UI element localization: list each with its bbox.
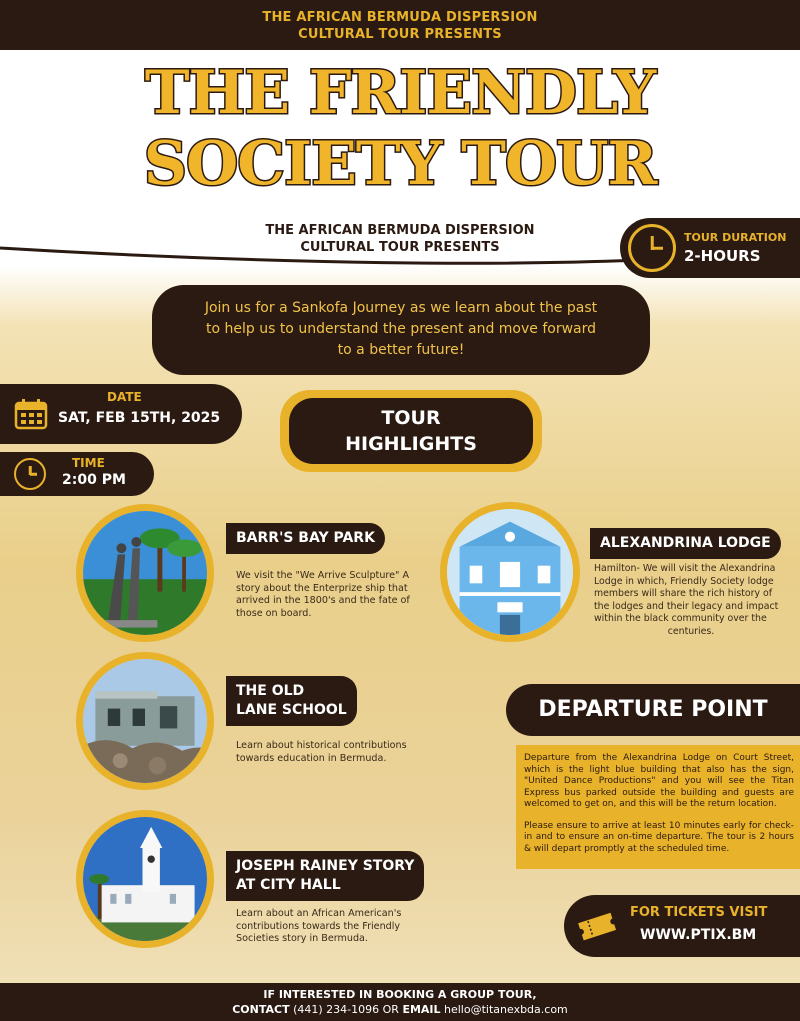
calendar-icon [14, 398, 48, 430]
rainey-title-line-2: AT CITY HALL [236, 877, 341, 893]
lane-school-photo [76, 652, 214, 790]
header-banner [0, 0, 800, 50]
rainey-title [226, 851, 424, 901]
time-value: 2:00 PM [62, 472, 126, 488]
duration-label: TOUR DURATION [684, 231, 787, 244]
tickets-badge[interactable] [564, 895, 800, 957]
tickets-label: FOR TICKETS VISIT [630, 905, 768, 920]
alexandrina-lodge-description: Hamilton- We will visit the Alexandrina Lodge in which, Friendly Society lodge members will share the rich history of the lodges and their legacy and impact within the black community over the centuries. [594, 563, 779, 637]
highlights-line-1: TOUR [381, 407, 441, 429]
ticket-icon [574, 907, 624, 945]
contact-phone[interactable]: (441) 234-1096 [293, 1003, 380, 1016]
email-label: EMAIL [402, 1003, 441, 1016]
departure-paragraph-2: Please ensure to arrive at least 10 minutes early for check-in and to ensure an on-time departure. The tour is 2 hours & will depart promptly at the scheduled time. [524, 820, 794, 854]
header-line-1: THE AFRICAN BERMUDA DISPERSION [262, 10, 538, 25]
footer-line-1: IF INTERESTED IN BOOKING A GROUP TOUR, [263, 988, 537, 1001]
clock-icon [628, 224, 676, 272]
time-badge [0, 452, 154, 496]
intro-line-2: to help us to understand the present and move forward [205, 321, 597, 337]
departure-details [516, 745, 800, 869]
intro-banner [152, 285, 650, 375]
subtitle-line-2: CULTURAL TOUR PRESENTS [300, 240, 500, 255]
duration-value: 2-HOURS [684, 247, 761, 265]
date-label: DATE [107, 390, 142, 404]
tickets-url[interactable]: WWW.PTIX.BM [640, 927, 757, 943]
page-title [0, 58, 800, 200]
footer-contact [0, 1002, 800, 1017]
departure-heading: DEPARTURE POINT [506, 684, 800, 736]
lane-school-title [226, 676, 357, 726]
contact-email[interactable]: hello@titanexbda.com [444, 1003, 568, 1016]
barrs-bay-description: We visit the "We Arrive Sculpture" A story about the Enterprize ship that arrived in the 1800's and the fate of those on board. [236, 570, 410, 619]
rainey-description: Learn about an African American's contributions towards the Friendly Societies story in Bermuda. [236, 908, 402, 944]
date-badge [0, 384, 242, 444]
date-value: SAT, FEB 15TH, 2025 [58, 410, 221, 426]
footer-banner [0, 983, 800, 1021]
lane-school-title-line-2: LANE SCHOOL [236, 702, 347, 718]
subtitle-line-1: THE AFRICAN BERMUDA DISPERSION [265, 223, 535, 238]
departure-paragraph-1: Departure from the Alexandrina Lodge on Court Street, which is the light blue building that also has the sign, "United Dance Productions" and you will see the Titan Express bus parked outside the building and guests are welcomed to get on, and this will be the return location. [524, 753, 794, 809]
highlights-line-2: HIGHLIGHTS [345, 433, 477, 455]
highlights-heading [289, 398, 533, 464]
clock-icon [14, 458, 46, 490]
rainey-title-line-1: JOSEPH RAINEY STORY [236, 858, 415, 874]
title-line-1: THE FRIENDLY [144, 58, 656, 128]
city-hall-photo [76, 810, 214, 948]
alexandrina-lodge-title: ALEXANDRINA LODGE [590, 528, 781, 559]
title-line-2: SOCIETY TOUR [143, 129, 657, 199]
barrs-bay-title: BARR'S BAY PARK [226, 523, 385, 554]
tour-duration-badge [620, 218, 800, 278]
time-label: TIME [72, 456, 105, 470]
intro-line-3: to a better future! [337, 342, 465, 358]
header-line-2: CULTURAL TOUR PRESENTS [298, 27, 502, 42]
alexandrina-lodge-photo [440, 502, 580, 642]
lane-school-title-line-1: THE OLD [236, 683, 305, 699]
intro-line-1: Join us for a Sankofa Journey as we learn about the past [204, 300, 598, 316]
lane-school-description: Learn about historical contributions towards education in Bermuda. [236, 740, 407, 764]
barrs-bay-photo [76, 504, 214, 642]
contact-label: CONTACT [232, 1003, 290, 1016]
contact-or: OR [382, 1003, 399, 1016]
